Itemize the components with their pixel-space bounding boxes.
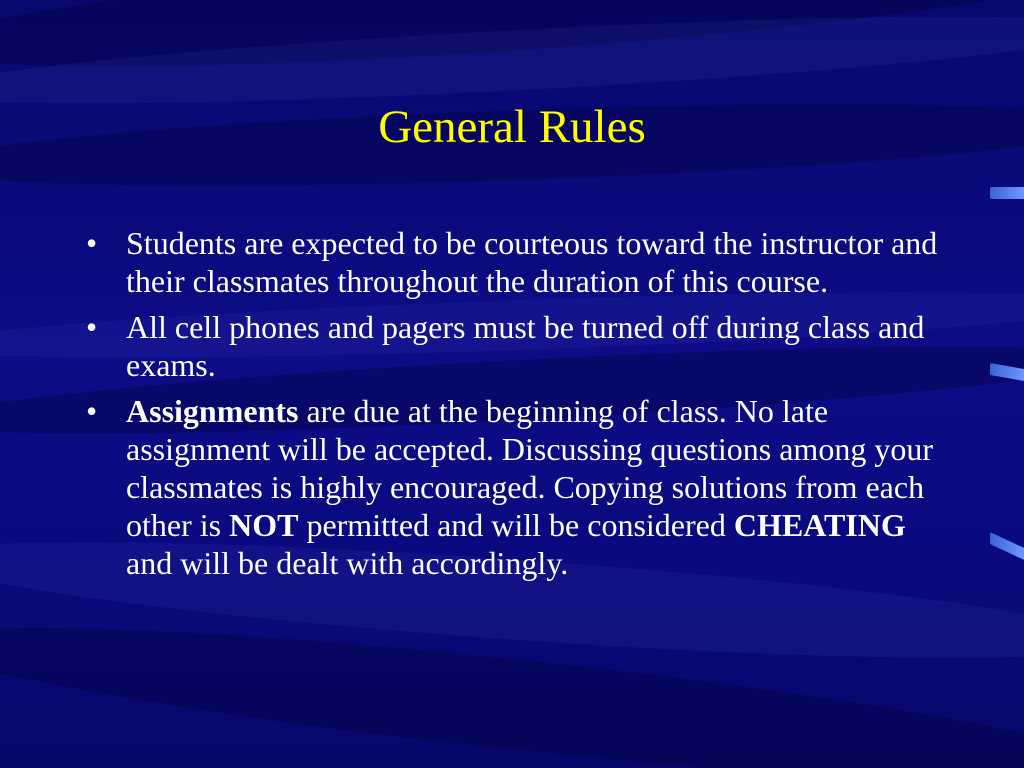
emphasis-cheating: CHEATING — [733, 507, 906, 543]
bullet-text: All cell phones and pagers must be turned off during class and exams. — [126, 309, 925, 383]
slide-title: General Rules — [378, 101, 646, 153]
emphasis-assignments: Assignments — [126, 393, 299, 429]
bullet-item — [86, 392, 946, 582]
bullet-icon: • — [86, 393, 98, 429]
side-accent-mark — [990, 532, 1024, 560]
side-accent-mark — [990, 187, 1024, 199]
background-band — [0, 0, 1024, 92]
bullet-text: are due at the beginning of class. No late assignment will be accepted. Discussing questions among your classmates is highly encouraged. Copying solutions from each other is — [126, 393, 933, 543]
side-accent-mark — [990, 363, 1024, 381]
emphasis-not: NOT — [229, 507, 299, 543]
bullet-icon: • — [86, 309, 98, 345]
bullet-text: and will be dealt with accordingly. — [126, 545, 569, 581]
bullet-text: Students are expected to be courteous toward the instructor and their classmates throughout the duration of this course. — [126, 225, 938, 299]
bullet-list — [86, 224, 946, 590]
bullet-item — [86, 308, 946, 384]
bullet-icon: • — [86, 225, 98, 261]
bullet-item — [86, 224, 946, 300]
background-band — [0, 598, 1024, 768]
bullet-text: permitted and will be considered — [298, 507, 734, 543]
